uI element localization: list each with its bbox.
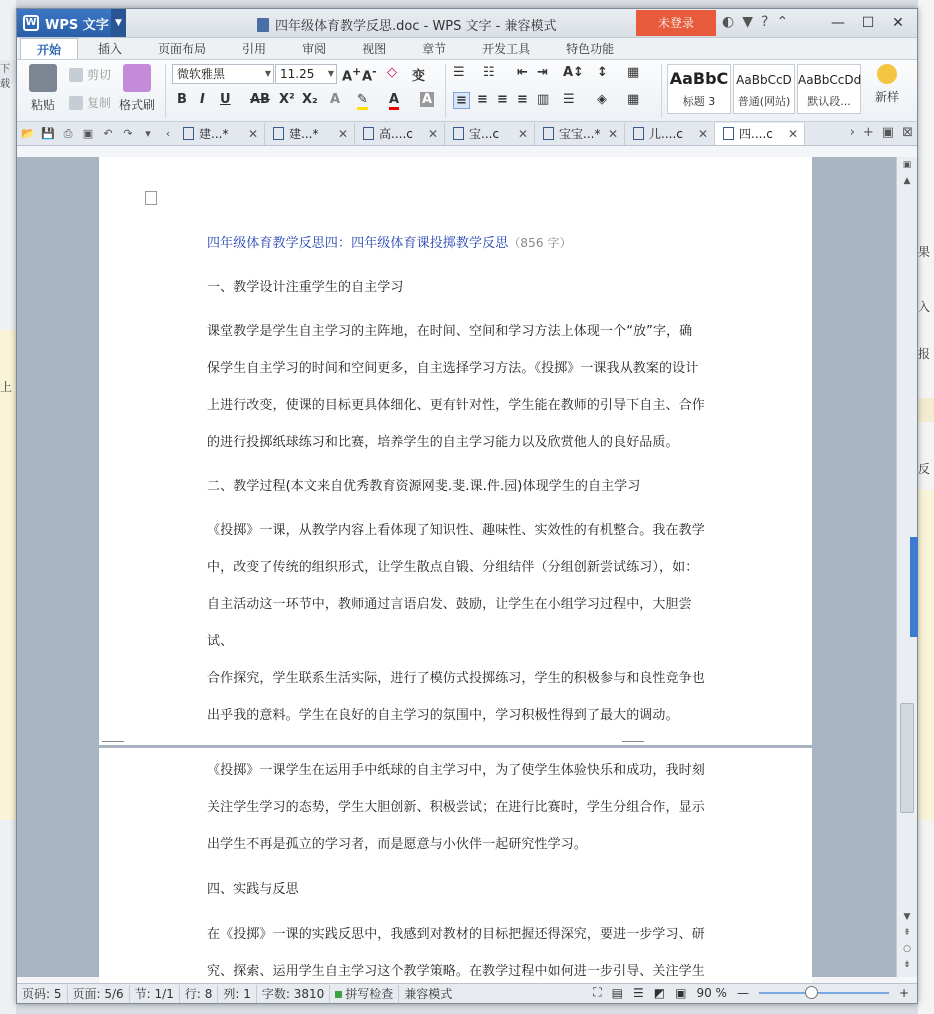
more-icon[interactable]: ▾ bbox=[145, 126, 151, 140]
status-bar bbox=[17, 983, 917, 1003]
text-effect-icon[interactable]: A bbox=[330, 92, 341, 107]
highlight-icon[interactable]: ✎ bbox=[357, 92, 368, 110]
next-page-icon[interactable]: ⇟ bbox=[903, 960, 911, 970]
view-controls bbox=[593, 985, 909, 1000]
style-default-para-label: 默认段... bbox=[807, 95, 851, 108]
bullets-icon[interactable]: ☰ bbox=[453, 65, 465, 80]
document-icon bbox=[273, 127, 284, 140]
font-size-value: 11.25 bbox=[280, 67, 315, 81]
close-icon[interactable]: ✕ bbox=[607, 126, 618, 141]
close-icon[interactable]: ✕ bbox=[247, 126, 258, 141]
title-bar-tools bbox=[722, 14, 788, 30]
strikethrough-icon[interactable]: AB bbox=[250, 92, 270, 107]
italic-icon[interactable]: I bbox=[200, 92, 205, 107]
doc-tab[interactable] bbox=[535, 123, 625, 145]
desktop-left-edge bbox=[0, 0, 16, 1014]
superscript-icon[interactable]: X² bbox=[279, 92, 295, 107]
zoom-slider-knob[interactable] bbox=[805, 986, 818, 999]
text-line: 究、探索、运用学生自主学习这个教学策略。在教学过程中如何进一步引导、关注学生 bbox=[207, 964, 705, 979]
status-section: 节: 1/1 bbox=[130, 985, 180, 1003]
window-list-icon[interactable]: ▣ bbox=[881, 125, 895, 140]
quick-access-toolbar bbox=[17, 127, 175, 141]
font-size-select[interactable] bbox=[275, 64, 337, 84]
style-default-para[interactable] bbox=[797, 64, 861, 114]
brush-icon bbox=[123, 64, 151, 92]
status-row: 行: 8 bbox=[180, 985, 219, 1003]
paragraph bbox=[207, 916, 707, 990]
doc-tab[interactable] bbox=[445, 123, 535, 145]
wps-window bbox=[16, 8, 918, 1004]
style-heading3-label: 标题 3 bbox=[682, 95, 716, 108]
cut-button[interactable] bbox=[69, 66, 111, 83]
print-preview-icon[interactable]: ▣ bbox=[82, 126, 94, 140]
reading-view-icon[interactable]: ▣ bbox=[675, 985, 687, 1000]
desktop-right-text-2: 入 bbox=[918, 300, 931, 314]
split-view-icon[interactable]: ▣ bbox=[902, 160, 912, 170]
wps-logo-icon: W bbox=[23, 15, 39, 31]
document-body-page5 bbox=[207, 225, 707, 778]
document-icon bbox=[723, 127, 734, 140]
fullscreen-view-icon[interactable]: ⛶ bbox=[593, 985, 602, 999]
document-icon bbox=[543, 127, 554, 140]
maximize-icon[interactable]: ☐ bbox=[861, 15, 875, 31]
paragraph bbox=[207, 752, 707, 863]
shirt-icon[interactable]: ▼ bbox=[742, 14, 753, 30]
text-line: 《投掷》一课，从教学内容上看体现了知识性、趣味性、实效性的有机整合。我在教学 bbox=[207, 523, 705, 538]
sort-icon[interactable]: ↕ bbox=[597, 65, 608, 80]
scroll-down-icon[interactable]: ▼ bbox=[903, 912, 911, 922]
format-painter-button[interactable] bbox=[117, 64, 157, 113]
tab-scroll-left-icon[interactable]: ‹ bbox=[165, 126, 171, 140]
ribbon bbox=[17, 60, 917, 122]
article-heading bbox=[207, 225, 707, 262]
status-pages: 页面: 5/6 bbox=[68, 985, 130, 1003]
text-line: 自主活动这一环节中，教师通过言语启发、鼓励，让学生在小组学习过程中，大胆尝试、 bbox=[207, 597, 692, 649]
tab-insert[interactable]: 插入 bbox=[98, 42, 123, 56]
paragraph bbox=[207, 512, 707, 734]
new-style-button[interactable] bbox=[867, 64, 907, 105]
desktop-left-text-1: 下载 bbox=[0, 60, 16, 84]
paste-label: 粘贴 bbox=[30, 98, 55, 112]
help-icon[interactable]: ? bbox=[761, 14, 769, 30]
document-tabs bbox=[17, 122, 917, 146]
print-icon[interactable]: ⎙ bbox=[63, 126, 73, 140]
zoom-in-icon[interactable]: + bbox=[898, 985, 909, 1000]
format-painter-label: 格式刷 bbox=[118, 98, 155, 112]
text-line: 上进行改变，使课的目标更具体细化、更有针对性，学生能在教师的引导下自主、合作 bbox=[207, 398, 705, 413]
close-icon[interactable]: ✕ bbox=[427, 126, 438, 141]
doc-tab[interactable] bbox=[265, 123, 355, 145]
scroll-up-icon[interactable]: ▲ bbox=[903, 176, 911, 186]
text-line: 在《投掷》一课的实践反思中，我感到对教材的目标把握还得深究，要进一步学习、研 bbox=[207, 927, 705, 942]
wps-app-menu-button[interactable] bbox=[17, 9, 126, 37]
collapse-ribbon-icon[interactable]: ⌃ bbox=[776, 14, 789, 30]
doc-tab-active[interactable] bbox=[715, 123, 805, 145]
document-icon bbox=[183, 127, 194, 140]
numbering-icon[interactable]: ☷ bbox=[483, 65, 495, 80]
status-page-number[interactable]: 页码: 5 bbox=[17, 985, 68, 1003]
doc-tab-label: 建...* bbox=[289, 126, 319, 141]
text-line: 保学生自主学习的时间和空间更多，自主选择学习方法。《投掷》一课我从教案的设计 bbox=[207, 361, 699, 376]
close-icon[interactable]: ✕ bbox=[787, 126, 798, 141]
grow-font-icon[interactable]: A+ bbox=[342, 65, 362, 85]
window-title-text: 四年级体育教学反思.doc - WPS 文字 - 兼容模式 bbox=[275, 19, 557, 34]
clipboard-icon bbox=[29, 64, 57, 92]
new-tab-icon[interactable]: + bbox=[862, 125, 874, 140]
outline-view-icon[interactable]: ☰ bbox=[632, 985, 644, 1000]
style-normal-web-label: 普通(网站) bbox=[737, 95, 791, 108]
close-icon[interactable]: ✕ bbox=[697, 126, 708, 141]
save-icon[interactable]: 💾 bbox=[41, 126, 55, 140]
chevron-down-icon: ▼ bbox=[327, 69, 334, 78]
style-heading3[interactable] bbox=[667, 64, 731, 114]
subscript-icon[interactable]: X₂ bbox=[302, 92, 318, 107]
style-default-para-sample: AaBbCcDd bbox=[798, 73, 862, 87]
document-canvas[interactable] bbox=[17, 157, 898, 977]
doc-tab-label: 儿....c bbox=[649, 126, 683, 141]
spell-check-label: 拼写检查 bbox=[345, 986, 394, 1001]
doc-tab-label: 高....c bbox=[379, 126, 413, 141]
paste-button[interactable] bbox=[23, 64, 63, 113]
text-line: 中，改变了传统的组织形式，让学生散点自锻、分组结伴（分组创新尝试练习），如： bbox=[207, 560, 699, 575]
new-style-label: 新样 bbox=[874, 90, 899, 104]
window-title bbox=[257, 15, 556, 34]
tab-page-layout[interactable]: 页面布局 bbox=[158, 42, 207, 56]
doc-tab-tools bbox=[850, 125, 913, 140]
desktop-right-text-4: 反 bbox=[918, 462, 931, 476]
prev-page-icon[interactable]: ⇞ bbox=[903, 928, 911, 938]
close-icon[interactable]: ✕ bbox=[337, 126, 348, 141]
close-all-icon[interactable]: ⊠ bbox=[902, 125, 913, 140]
document-icon bbox=[363, 127, 374, 140]
bold-icon[interactable]: B bbox=[177, 92, 187, 107]
style-heading3-sample: AaBbC bbox=[669, 69, 729, 88]
ribbon-tabs bbox=[17, 38, 917, 60]
tab-view[interactable]: 视图 bbox=[362, 42, 387, 56]
login-button[interactable]: 未登录 bbox=[636, 10, 716, 36]
close-icon[interactable]: ✕ bbox=[517, 126, 528, 141]
desktop-left-text-2: 上 bbox=[0, 380, 13, 394]
border-icon[interactable]: ▦ bbox=[627, 92, 640, 107]
doc-tab-label: 建...* bbox=[199, 126, 229, 141]
zoom-value[interactable]: 90 % bbox=[696, 985, 727, 1000]
sun-icon bbox=[877, 64, 897, 84]
side-panel-toggle[interactable] bbox=[910, 537, 918, 637]
doc-tab[interactable] bbox=[355, 123, 445, 145]
section-heading: 四、实践与反思 bbox=[207, 882, 299, 897]
align-left-icon[interactable]: ≡ bbox=[453, 92, 470, 109]
font-name-value: 微软雅黑 bbox=[177, 67, 226, 81]
doc-tab[interactable] bbox=[175, 123, 265, 145]
text-direction-icon[interactable]: A↕ bbox=[563, 65, 584, 80]
copy-icon bbox=[69, 96, 83, 110]
decrease-indent-icon[interactable]: ⇤ bbox=[517, 65, 528, 80]
chevron-down-icon: ▼ bbox=[264, 69, 271, 78]
text-line: 《投掷》一课学生在运用手中纸球的自主学习中，为了使学生体验快乐和成功，我时刻 bbox=[207, 763, 705, 778]
doc-tab-label: 四....c bbox=[739, 126, 773, 141]
line-spacing-icon[interactable]: ☰ bbox=[563, 92, 575, 107]
scrollbar-thumb[interactable] bbox=[900, 703, 914, 813]
text-line: 关注学生学习的态势，学生大胆创新、积极尝试；在进行比赛时，学生分组合作，显示 bbox=[207, 800, 705, 815]
doc-tab-label: 宝...c bbox=[469, 126, 500, 141]
document-page[interactable] bbox=[99, 748, 812, 988]
table-icon[interactable]: ▦ bbox=[627, 65, 640, 80]
shrink-font-icon[interactable]: A- bbox=[362, 65, 377, 85]
title-bar bbox=[17, 9, 917, 38]
document-icon bbox=[257, 18, 269, 32]
paragraph-layout-icon[interactable] bbox=[145, 191, 157, 205]
spellcheck-indicator-icon bbox=[335, 991, 342, 998]
section-heading: 二、教学过程(本文来自优秀教育资源网斐.斐.课.件.园)体现学生的自主学习 bbox=[207, 479, 641, 494]
document-body-page6 bbox=[207, 752, 707, 990]
text-line: 出学生不再是孤立的学习者，而是愿意与小伙伴一起研究性学习。 bbox=[207, 837, 587, 852]
desktop-right-text-3: 报 bbox=[918, 347, 931, 361]
doc-tab[interactable] bbox=[625, 123, 715, 145]
zoom-slider[interactable] bbox=[759, 992, 889, 994]
browse-object-icon[interactable]: ○ bbox=[903, 944, 911, 954]
vertical-scrollbar[interactable] bbox=[896, 157, 917, 977]
doc-tab-label: 宝宝...* bbox=[559, 126, 601, 141]
document-icon bbox=[633, 127, 644, 140]
underline-icon[interactable]: U bbox=[220, 92, 231, 107]
style-normal-web[interactable] bbox=[733, 64, 795, 114]
tab-scroll-right-icon[interactable]: › bbox=[849, 125, 855, 140]
tab-references[interactable]: 引用 bbox=[242, 42, 267, 56]
desktop-right-edge bbox=[918, 0, 934, 1014]
status-compat-mode: 兼容模式 bbox=[404, 986, 453, 1001]
scissors-icon bbox=[69, 68, 83, 82]
shading-icon[interactable]: ◈ bbox=[597, 92, 607, 107]
char-shading-icon[interactable]: A bbox=[422, 92, 433, 107]
redo-icon[interactable]: ↷ bbox=[123, 126, 133, 140]
text-line: 课堂教学是学生自主学习的主阵地，在时间、空间和学习方法上体现一个“放”字，确 bbox=[207, 324, 693, 339]
document-page[interactable] bbox=[99, 157, 812, 745]
status-word-count[interactable]: 字数: 3810 bbox=[257, 985, 330, 1003]
page-view-icon[interactable]: ▤ bbox=[611, 985, 623, 1000]
tab-review[interactable]: 审阅 bbox=[302, 42, 327, 56]
article-heading-link[interactable]: 四年级体育教学反思四：四年级体育课投掷教学反思 bbox=[207, 236, 509, 251]
word-count: （856 字） bbox=[508, 236, 572, 250]
window-controls bbox=[823, 11, 913, 35]
text-line: 的进行投掷纸球练习和比赛，培养学生的自主学习能力以及欣赏他人的良好品质。 bbox=[207, 435, 679, 450]
font-name-select[interactable] bbox=[172, 64, 274, 84]
minimize-icon[interactable]: — bbox=[831, 15, 845, 31]
copy-button[interactable] bbox=[69, 94, 111, 111]
tab-features[interactable]: 特色功能 bbox=[566, 42, 615, 56]
cut-label: 剪切 bbox=[87, 68, 112, 82]
clear-format-icon[interactable]: ◇ bbox=[387, 65, 397, 80]
tab-section[interactable]: 章节 bbox=[422, 42, 447, 56]
status-column: 列: 1 bbox=[218, 985, 257, 1003]
section-heading: 一、教学设计注重学生的自主学习 bbox=[207, 280, 404, 295]
style-normal-web-sample: AaBbCcD bbox=[736, 73, 792, 87]
tab-home[interactable]: 开始 bbox=[20, 38, 78, 59]
text-line: 出乎我的意料。学生在良好的自主学习的氛围中，学习积极性得到了最大的调动。 bbox=[207, 708, 679, 723]
align-right-icon[interactable]: ≡ bbox=[497, 92, 508, 107]
text-line: 合作探究，学生联系生活实际，进行了模仿式投掷练习，学生的积极参与和良性竞争也 bbox=[207, 671, 705, 686]
spell-check-toggle[interactable] bbox=[330, 985, 399, 1003]
tab-developer[interactable]: 开发工具 bbox=[482, 42, 531, 56]
zoom-out-icon[interactable]: — bbox=[736, 985, 749, 1000]
paragraph bbox=[207, 313, 707, 461]
undo-icon[interactable]: ↶ bbox=[103, 126, 113, 140]
chevron-down-icon[interactable]: ▼ bbox=[111, 9, 126, 37]
close-icon[interactable]: ✕ bbox=[892, 15, 904, 31]
distribute-icon[interactable]: ▥ bbox=[537, 92, 550, 107]
copy-label: 复制 bbox=[87, 96, 112, 110]
document-icon bbox=[453, 127, 464, 140]
justify-icon[interactable]: ≡ bbox=[517, 92, 528, 107]
increase-indent-icon[interactable]: ⇥ bbox=[537, 65, 548, 80]
app-name: WPS 文字 bbox=[45, 17, 109, 33]
phonetic-icon[interactable]: 变 bbox=[412, 69, 426, 84]
skin-icon[interactable]: ◐ bbox=[722, 14, 735, 30]
align-center-icon[interactable]: ≡ bbox=[477, 92, 488, 107]
font-color-icon[interactable]: A bbox=[389, 92, 399, 110]
open-icon[interactable]: 📂 bbox=[21, 126, 35, 140]
desktop-right-text-1: 果 bbox=[918, 245, 931, 259]
web-view-icon[interactable]: ◩ bbox=[653, 985, 666, 1000]
